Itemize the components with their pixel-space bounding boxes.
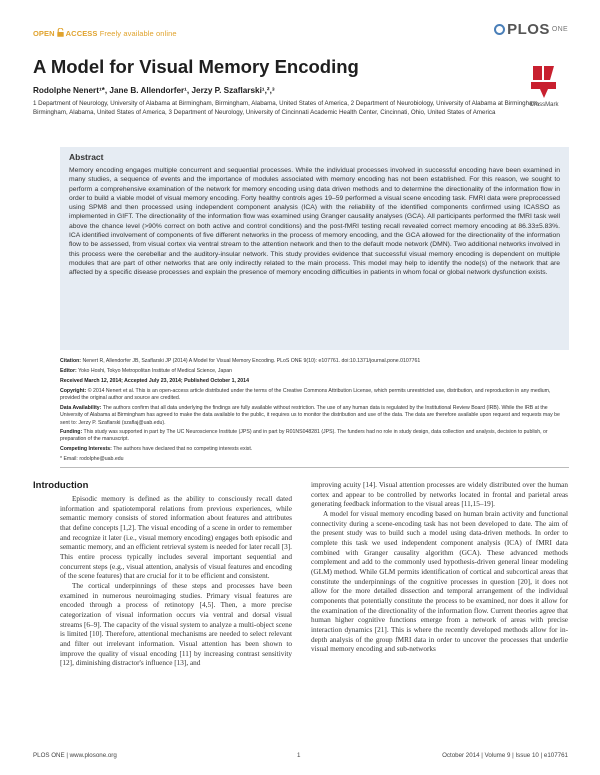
- affiliations: 1 Department of Neurology, University of Alabama at Birmingham, Birmingham, Alabama, United States of America, 2 Department of Neurobiology, University of Alabama at Birmingham, Birmingham, Alabama, United States of America, 3 Department of Neurology, University of Cincinnati Academic Health Center, Cincinnati, Ohio, United States of America: [33, 100, 540, 116]
- paper-title: A Model for Visual Memory Encoding: [33, 56, 359, 77]
- freely-available-label: Freely available online: [99, 29, 177, 38]
- open-lock-icon: [57, 28, 64, 39]
- funding: Funding: This study was supported in part by The UC Neuroscience Institute (JPS) and in part by R01NS048281 (JPS). The funders had no role in study design, data collection and analysis, decision to publish, or preparation of the manuscript.: [60, 429, 548, 443]
- journal-header: [33, 21, 568, 43]
- editor: Editor: Yoko Hoshi, Tokyo Metropolitan Institute of Medical Science, Japan: [60, 368, 233, 374]
- plos-circle-icon: [494, 24, 505, 35]
- open-access-badge: OPEN ACCESS Freely available online: [33, 29, 177, 38]
- body-column-left: [60, 495, 292, 669]
- copyright: Copyright: © 2014 Nenert et al. This is an open-access article distributed under the terms of the Creative Commons Attribution License, which permits unrestricted use, distribution, and reproduction in any medium, provided the original author and source are credited.: [60, 388, 551, 402]
- data-availability: Data Availability: The authors confirm that all data underlying the findings are fully available without restriction. The use of any human data is regulated by the Institutional Review Board (IRB). While the IRB at the University of Alabama at Birmingham has agreed to make the data available to the public, it requires us to monitor the distribution and use of the data. The data are therefore available upon request and requests may be sent to: Jerzy P. Szaflarski (szaflaj@uab.edu).: [60, 405, 560, 426]
- dates: Received March 12, 2014; Accepted July 23, 2014; Published October 1, 2014: [60, 378, 249, 384]
- paragraph: Episodic memory is defined as the ability to consciously recall dated information and spatiotemporal relations from previous experiences, while semantic memory consists of stored information about features and attributes that define concepts [1,2]. The visual encoding of a scene in order to remember and recognize it later (i.e., visual memory encoding) engages both episodic and semantic memory, and an efficient retrieval system is needed for later recall [3]. This entire process typically includes several important sequential and concurrent steps (e.g., visual attention, analysis of visual features and encoding of the scene features) that are crucial for it to be efficient and consistent.: [60, 495, 292, 581]
- introduction-heading: Introduction: [33, 480, 89, 491]
- author-list: Rodolphe Nenert¹*, Jane B. Allendorfer¹, Jerzy P. Szaflarski¹,²,³: [33, 86, 275, 95]
- email-line: * Email: rodolphe@uab.edu: [60, 456, 124, 462]
- paragraph: The cortical underpinnings of these steps and processes have been examined in numerous neuroimaging studies. Primary visual features are encoded through a process of retinotopy [4,5]. Then, a more precise categorization of visual information occurs via ventral and dorsal visual streams [6–9]. The capacity of the visual system to analyze a multi-object scene is limited [10]. Therefore, attentional mechanisms are needed to select relevant and filter out irrelevant information. Visual attention has been shown to improve the quality of visual encoding [11] by increasing contrast sensitivity [12], diminishing distractor's influence [13], and: [60, 581, 292, 668]
- footer-journal-url: PLOS ONE | www.plosone.org: [33, 752, 117, 759]
- svg-text:CrossMark: CrossMark: [529, 102, 559, 108]
- paragraph-continued: improving acuity [14]. Visual attention processes are widely distributed over the human cortex and appear to be controlled by networks located in frontal and parietal areas generating feedback information to the visual areas [11,15–19].: [311, 481, 568, 509]
- citation: Citation: Nenert R, Allendorfer JB, Szaflarski JP (2014) A Model for Visual Memory Encoding. PLoS ONE 9(10): e107761. doi:10.1371/journal.pone.0107761: [60, 358, 421, 364]
- body-column-right: [311, 481, 568, 655]
- abstract-text: Memory encoding engages multiple concurrent and sequential processes. While the individual processes involved in successful encoding have been examined in many studies, a sequence of events and the importance of modules associated with memory encoding has not been established. For this reason, we sought to perform a comprehensive examination of the network for memory encoding using data driven methods and to determine the directionality of the information flow in order to build a viable model of visual memory encoding. Forty healthy controls ages 19–59 performed a visual scene encoding task. FMRI data were preprocessed using SPM8 and then processed using independent component analysis (ICA) with the reliability of the identified components confirmed using ICASSO as implemented in GIFT. The directionality of the information flow was examined using Granger causality analyses (GCA). All participants performed the fMRI task well above the chance level (>90% correct on both active and control conditions) and the post-fMRI testing recall revealed correct memory encoding at 86.33±5.83%. ICA identified involvement of components of five different networks in the process of memory encoding, and the GCA allowed for the directionality of the information flow to be assessed, from visual cortex via ventral stream to the attention network and then to the default mode network (DMN). Two additional networks involved in this process were the cerebellar and the auditory-insular network. This study provides evidence that successful visual memory encoding is dependent on multiple modules that are part of other networks that are only indirectly related to the main process. This model may help to identify the node(s) of the network that are affected by a specific disease processes and explain the presence of memory encoding difficulties in patients in whom focal or global network dysfunction exists.: [69, 167, 560, 277]
- abstract-heading: Abstract: [69, 152, 104, 162]
- paragraph: A model for visual memory encoding based on human brain activity and functional connectivity during a scene-encoding task has not been developed to date. The aim of the present study was to build such a model using data-driven methods. In order to complete this task we used independent component analysis (ICA) of fMRI data combined with Granger causality algorithm (GCA). These advanced methods complement and add to the commonly used hypothesis-driven general linear modeling (GLM) method. While GLM permits identification of cortical and subcortical areas that constitute the underpinnings of the cognitive processes in question [20], it does not allow for the more detailed dissection and temporal arrangement of the individual components that potentially constitute the process to be examined, nor does it allow for the examination of the directionality of the information flow. Current theories agree that human higher cognitive functions emerge from a network of areas with precise interaction dynamics [21]. This is where the recently developed methods allow for in-depth analysis of the group fMRI data in order to uncover the processes that underlie visual memory encoding and sub-networks: [311, 509, 568, 654]
- page-footer: [33, 752, 568, 762]
- footer-issue-info: October 2014 | Volume 9 | Issue 10 | e107761: [442, 752, 568, 759]
- journal-logo: PLOS $^{ONE}$: [494, 21, 568, 38]
- abstract-box: [60, 147, 569, 350]
- divider: [60, 467, 569, 468]
- competing-interests: Competing Interests: The authors have declared that no competing interests exist.: [60, 446, 253, 452]
- page-number: 1: [297, 752, 301, 759]
